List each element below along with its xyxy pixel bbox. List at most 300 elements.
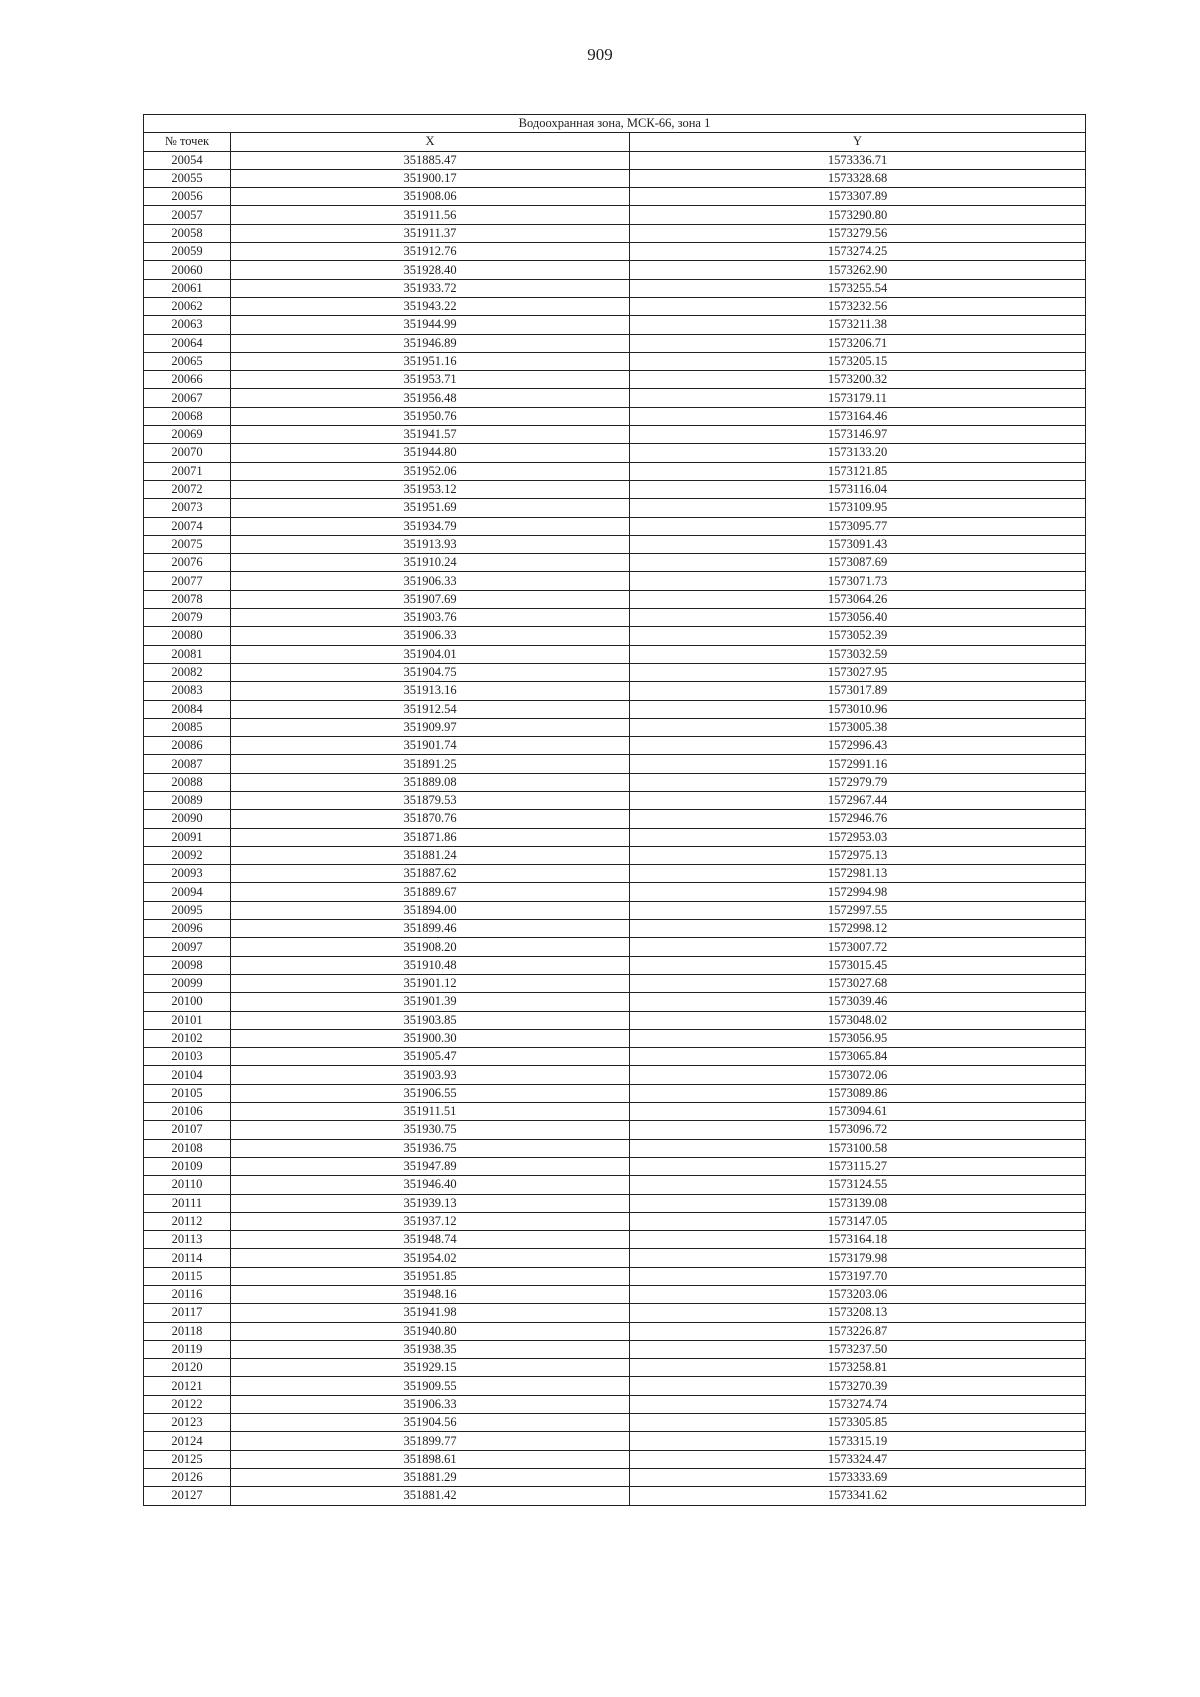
y-coordinate-cell: 1573274.25 bbox=[630, 243, 1086, 261]
table-row bbox=[144, 1066, 1086, 1084]
table-row bbox=[144, 517, 1086, 535]
point-number-cell: 20074 bbox=[144, 517, 231, 535]
coordinates-table bbox=[143, 114, 1086, 1506]
table-row bbox=[144, 1029, 1086, 1047]
y-coordinate-cell: 1572979.79 bbox=[630, 773, 1086, 791]
y-coordinate-cell: 1573179.11 bbox=[630, 389, 1086, 407]
y-coordinate-cell: 1573027.68 bbox=[630, 974, 1086, 992]
x-coordinate-cell: 351904.56 bbox=[231, 1414, 630, 1432]
table-row bbox=[144, 1011, 1086, 1029]
x-coordinate-cell: 351901.12 bbox=[231, 974, 630, 992]
point-number-cell: 20095 bbox=[144, 901, 231, 919]
point-number-cell: 20083 bbox=[144, 682, 231, 700]
table-row bbox=[144, 1103, 1086, 1121]
table-row bbox=[144, 901, 1086, 919]
x-coordinate-cell: 351938.35 bbox=[231, 1340, 630, 1358]
point-number-cell: 20091 bbox=[144, 828, 231, 846]
point-number-cell: 20114 bbox=[144, 1249, 231, 1267]
table-row bbox=[144, 1340, 1086, 1358]
y-coordinate-cell: 1573139.08 bbox=[630, 1194, 1086, 1212]
point-number-cell: 20108 bbox=[144, 1139, 231, 1157]
point-number-cell: 20077 bbox=[144, 572, 231, 590]
y-coordinate-cell: 1573307.89 bbox=[630, 188, 1086, 206]
point-number-cell: 20121 bbox=[144, 1377, 231, 1395]
point-number-cell: 20097 bbox=[144, 938, 231, 956]
x-coordinate-cell: 351903.76 bbox=[231, 609, 630, 627]
x-coordinate-cell: 351953.71 bbox=[231, 371, 630, 389]
x-coordinate-cell: 351903.93 bbox=[231, 1066, 630, 1084]
y-coordinate-cell: 1573315.19 bbox=[630, 1432, 1086, 1450]
table-row bbox=[144, 1157, 1086, 1175]
x-coordinate-cell: 351901.39 bbox=[231, 993, 630, 1011]
point-number-cell: 20061 bbox=[144, 279, 231, 297]
point-number-cell: 20087 bbox=[144, 755, 231, 773]
x-coordinate-cell: 351950.76 bbox=[231, 407, 630, 425]
table-row bbox=[144, 846, 1086, 864]
point-number-cell: 20118 bbox=[144, 1322, 231, 1340]
point-number-cell: 20082 bbox=[144, 663, 231, 681]
y-coordinate-cell: 1573133.20 bbox=[630, 444, 1086, 462]
table-row bbox=[144, 1084, 1086, 1102]
y-coordinate-cell: 1573005.38 bbox=[630, 718, 1086, 736]
point-number-cell: 20111 bbox=[144, 1194, 231, 1212]
x-coordinate-cell: 351941.57 bbox=[231, 426, 630, 444]
table-row bbox=[144, 462, 1086, 480]
y-coordinate-cell: 1573305.85 bbox=[630, 1414, 1086, 1432]
y-coordinate-cell: 1573197.70 bbox=[630, 1267, 1086, 1285]
x-coordinate-cell: 351944.80 bbox=[231, 444, 630, 462]
x-coordinate-cell: 351947.89 bbox=[231, 1157, 630, 1175]
x-coordinate-cell: 351941.98 bbox=[231, 1304, 630, 1322]
point-number-cell: 20076 bbox=[144, 554, 231, 572]
x-coordinate-cell: 351951.69 bbox=[231, 499, 630, 517]
y-coordinate-cell: 1573116.04 bbox=[630, 480, 1086, 498]
table-row bbox=[144, 371, 1086, 389]
x-coordinate-cell: 351909.55 bbox=[231, 1377, 630, 1395]
table-row bbox=[144, 1487, 1086, 1505]
y-coordinate-cell: 1573056.40 bbox=[630, 609, 1086, 627]
point-number-cell: 20100 bbox=[144, 993, 231, 1011]
x-coordinate-cell: 351911.37 bbox=[231, 224, 630, 242]
point-number-cell: 20119 bbox=[144, 1340, 231, 1358]
y-coordinate-cell: 1573164.46 bbox=[630, 407, 1086, 425]
table-row bbox=[144, 499, 1086, 517]
point-number-cell: 20075 bbox=[144, 535, 231, 553]
table-row bbox=[144, 865, 1086, 883]
table-row bbox=[144, 1414, 1086, 1432]
point-number-cell: 20112 bbox=[144, 1212, 231, 1230]
point-number-cell: 20070 bbox=[144, 444, 231, 462]
column-header-point-number: № точек bbox=[144, 133, 231, 151]
y-coordinate-cell: 1573147.05 bbox=[630, 1212, 1086, 1230]
y-coordinate-cell: 1573146.97 bbox=[630, 426, 1086, 444]
point-number-cell: 20068 bbox=[144, 407, 231, 425]
point-number-cell: 20109 bbox=[144, 1157, 231, 1175]
y-coordinate-cell: 1572981.13 bbox=[630, 865, 1086, 883]
point-number-cell: 20062 bbox=[144, 297, 231, 315]
table-row bbox=[144, 1359, 1086, 1377]
y-coordinate-cell: 1573341.62 bbox=[630, 1487, 1086, 1505]
coordinates-table-container bbox=[143, 114, 1085, 1506]
y-coordinate-cell: 1572997.55 bbox=[630, 901, 1086, 919]
x-coordinate-cell: 351908.06 bbox=[231, 188, 630, 206]
y-coordinate-cell: 1573255.54 bbox=[630, 279, 1086, 297]
x-coordinate-cell: 351879.53 bbox=[231, 791, 630, 809]
y-coordinate-cell: 1573262.90 bbox=[630, 261, 1086, 279]
x-coordinate-cell: 351907.69 bbox=[231, 590, 630, 608]
table-row bbox=[144, 718, 1086, 736]
point-number-cell: 20054 bbox=[144, 151, 231, 169]
point-number-cell: 20092 bbox=[144, 846, 231, 864]
y-coordinate-cell: 1573205.15 bbox=[630, 352, 1086, 370]
table-row bbox=[144, 956, 1086, 974]
x-coordinate-cell: 351904.01 bbox=[231, 645, 630, 663]
table-row bbox=[144, 828, 1086, 846]
table-row bbox=[144, 279, 1086, 297]
x-coordinate-cell: 351930.75 bbox=[231, 1121, 630, 1139]
point-number-cell: 20105 bbox=[144, 1084, 231, 1102]
y-coordinate-cell: 1573270.39 bbox=[630, 1377, 1086, 1395]
point-number-cell: 20073 bbox=[144, 499, 231, 517]
x-coordinate-cell: 351900.30 bbox=[231, 1029, 630, 1047]
y-coordinate-cell: 1573027.95 bbox=[630, 663, 1086, 681]
x-coordinate-cell: 351948.74 bbox=[231, 1231, 630, 1249]
y-coordinate-cell: 1573039.46 bbox=[630, 993, 1086, 1011]
table-row bbox=[144, 188, 1086, 206]
table-row bbox=[144, 663, 1086, 681]
x-coordinate-cell: 351944.99 bbox=[231, 316, 630, 334]
table-row bbox=[144, 791, 1086, 809]
point-number-cell: 20123 bbox=[144, 1414, 231, 1432]
y-coordinate-cell: 1573017.89 bbox=[630, 682, 1086, 700]
table-row bbox=[144, 938, 1086, 956]
x-coordinate-cell: 351939.13 bbox=[231, 1194, 630, 1212]
column-header-y: Y bbox=[630, 133, 1086, 151]
point-number-cell: 20063 bbox=[144, 316, 231, 334]
x-coordinate-cell: 351928.40 bbox=[231, 261, 630, 279]
point-number-cell: 20110 bbox=[144, 1176, 231, 1194]
table-row bbox=[144, 426, 1086, 444]
table-row bbox=[144, 755, 1086, 773]
x-coordinate-cell: 351905.47 bbox=[231, 1048, 630, 1066]
table-row bbox=[144, 169, 1086, 187]
y-coordinate-cell: 1573091.43 bbox=[630, 535, 1086, 553]
y-coordinate-cell: 1573206.71 bbox=[630, 334, 1086, 352]
point-number-cell: 20064 bbox=[144, 334, 231, 352]
x-coordinate-cell: 351891.25 bbox=[231, 755, 630, 773]
point-number-cell: 20124 bbox=[144, 1432, 231, 1450]
point-number-cell: 20079 bbox=[144, 609, 231, 627]
table-row bbox=[144, 480, 1086, 498]
table-row bbox=[144, 1450, 1086, 1468]
table-row bbox=[144, 773, 1086, 791]
x-coordinate-cell: 351910.24 bbox=[231, 554, 630, 572]
table-row bbox=[144, 1139, 1086, 1157]
table-row bbox=[144, 224, 1086, 242]
y-coordinate-cell: 1572991.16 bbox=[630, 755, 1086, 773]
x-coordinate-cell: 351881.42 bbox=[231, 1487, 630, 1505]
x-coordinate-cell: 351912.76 bbox=[231, 243, 630, 261]
y-coordinate-cell: 1573007.72 bbox=[630, 938, 1086, 956]
y-coordinate-cell: 1573124.55 bbox=[630, 1176, 1086, 1194]
y-coordinate-cell: 1573208.13 bbox=[630, 1304, 1086, 1322]
point-number-cell: 20125 bbox=[144, 1450, 231, 1468]
y-coordinate-cell: 1573121.85 bbox=[630, 462, 1086, 480]
y-coordinate-cell: 1573336.71 bbox=[630, 151, 1086, 169]
table-row bbox=[144, 883, 1086, 901]
point-number-cell: 20104 bbox=[144, 1066, 231, 1084]
y-coordinate-cell: 1572975.13 bbox=[630, 846, 1086, 864]
table-body bbox=[144, 151, 1086, 1505]
point-number-cell: 20115 bbox=[144, 1267, 231, 1285]
point-number-cell: 20093 bbox=[144, 865, 231, 883]
table-row bbox=[144, 1432, 1086, 1450]
y-coordinate-cell: 1573072.06 bbox=[630, 1066, 1086, 1084]
table-row bbox=[144, 1377, 1086, 1395]
x-coordinate-cell: 351951.16 bbox=[231, 352, 630, 370]
table-row bbox=[144, 261, 1086, 279]
y-coordinate-cell: 1573065.84 bbox=[630, 1048, 1086, 1066]
y-coordinate-cell: 1573232.56 bbox=[630, 297, 1086, 315]
y-coordinate-cell: 1573056.95 bbox=[630, 1029, 1086, 1047]
x-coordinate-cell: 351903.85 bbox=[231, 1011, 630, 1029]
y-coordinate-cell: 1573211.38 bbox=[630, 316, 1086, 334]
point-number-cell: 20090 bbox=[144, 810, 231, 828]
table-row bbox=[144, 334, 1086, 352]
x-coordinate-cell: 351911.56 bbox=[231, 206, 630, 224]
y-coordinate-cell: 1573052.39 bbox=[630, 627, 1086, 645]
table-row bbox=[144, 974, 1086, 992]
x-coordinate-cell: 351936.75 bbox=[231, 1139, 630, 1157]
point-number-cell: 20126 bbox=[144, 1468, 231, 1486]
table-row bbox=[144, 1249, 1086, 1267]
point-number-cell: 20117 bbox=[144, 1304, 231, 1322]
y-coordinate-cell: 1573032.59 bbox=[630, 645, 1086, 663]
table-row bbox=[144, 352, 1086, 370]
y-coordinate-cell: 1573096.72 bbox=[630, 1121, 1086, 1139]
point-number-cell: 20116 bbox=[144, 1286, 231, 1304]
point-number-cell: 20060 bbox=[144, 261, 231, 279]
y-coordinate-cell: 1572946.76 bbox=[630, 810, 1086, 828]
point-number-cell: 20058 bbox=[144, 224, 231, 242]
x-coordinate-cell: 351906.33 bbox=[231, 572, 630, 590]
table-row bbox=[144, 243, 1086, 261]
point-number-cell: 20084 bbox=[144, 700, 231, 718]
table-row bbox=[144, 609, 1086, 627]
x-coordinate-cell: 351954.02 bbox=[231, 1249, 630, 1267]
x-coordinate-cell: 351881.24 bbox=[231, 846, 630, 864]
table-row bbox=[144, 700, 1086, 718]
table-title: Водоохранная зона, МСК-66, зона 1 bbox=[144, 115, 1086, 133]
y-coordinate-cell: 1573089.86 bbox=[630, 1084, 1086, 1102]
point-number-cell: 20102 bbox=[144, 1029, 231, 1047]
table-row bbox=[144, 993, 1086, 1011]
x-coordinate-cell: 351913.16 bbox=[231, 682, 630, 700]
table-row bbox=[144, 1322, 1086, 1340]
y-coordinate-cell: 1572994.98 bbox=[630, 883, 1086, 901]
x-coordinate-cell: 351910.48 bbox=[231, 956, 630, 974]
table-row bbox=[144, 1395, 1086, 1413]
x-coordinate-cell: 351904.75 bbox=[231, 663, 630, 681]
y-coordinate-cell: 1572953.03 bbox=[630, 828, 1086, 846]
table-row bbox=[144, 389, 1086, 407]
y-coordinate-cell: 1573179.98 bbox=[630, 1249, 1086, 1267]
y-coordinate-cell: 1573279.56 bbox=[630, 224, 1086, 242]
table-row bbox=[144, 627, 1086, 645]
point-number-cell: 20099 bbox=[144, 974, 231, 992]
table-row bbox=[144, 206, 1086, 224]
x-coordinate-cell: 351956.48 bbox=[231, 389, 630, 407]
table-row bbox=[144, 554, 1086, 572]
point-number-cell: 20089 bbox=[144, 791, 231, 809]
x-coordinate-cell: 351899.46 bbox=[231, 920, 630, 938]
table-row bbox=[144, 920, 1086, 938]
table-row bbox=[144, 1121, 1086, 1139]
x-coordinate-cell: 351940.80 bbox=[231, 1322, 630, 1340]
x-coordinate-cell: 351909.97 bbox=[231, 718, 630, 736]
x-coordinate-cell: 351906.33 bbox=[231, 1395, 630, 1413]
point-number-cell: 20088 bbox=[144, 773, 231, 791]
y-coordinate-cell: 1573290.80 bbox=[630, 206, 1086, 224]
y-coordinate-cell: 1572967.44 bbox=[630, 791, 1086, 809]
page-number: 909 bbox=[587, 45, 613, 64]
y-coordinate-cell: 1573200.32 bbox=[630, 371, 1086, 389]
point-number-cell: 20066 bbox=[144, 371, 231, 389]
y-coordinate-cell: 1573109.95 bbox=[630, 499, 1086, 517]
column-header-x: X bbox=[231, 133, 630, 151]
y-coordinate-cell: 1573237.50 bbox=[630, 1340, 1086, 1358]
table-header-row bbox=[144, 133, 1086, 151]
table-row bbox=[144, 810, 1086, 828]
table-row bbox=[144, 1286, 1086, 1304]
point-number-cell: 20056 bbox=[144, 188, 231, 206]
point-number-cell: 20071 bbox=[144, 462, 231, 480]
x-coordinate-cell: 351898.61 bbox=[231, 1450, 630, 1468]
y-coordinate-cell: 1573324.47 bbox=[630, 1450, 1086, 1468]
point-number-cell: 20103 bbox=[144, 1048, 231, 1066]
x-coordinate-cell: 351933.72 bbox=[231, 279, 630, 297]
y-coordinate-cell: 1573048.02 bbox=[630, 1011, 1086, 1029]
x-coordinate-cell: 351912.54 bbox=[231, 700, 630, 718]
point-number-cell: 20085 bbox=[144, 718, 231, 736]
x-coordinate-cell: 351948.16 bbox=[231, 1286, 630, 1304]
x-coordinate-cell: 351871.86 bbox=[231, 828, 630, 846]
table-row bbox=[144, 572, 1086, 590]
x-coordinate-cell: 351885.47 bbox=[231, 151, 630, 169]
table-row bbox=[144, 1304, 1086, 1322]
table-row bbox=[144, 1194, 1086, 1212]
table-title-row bbox=[144, 115, 1086, 133]
point-number-cell: 20094 bbox=[144, 883, 231, 901]
table-row bbox=[144, 645, 1086, 663]
table-row bbox=[144, 1231, 1086, 1249]
y-coordinate-cell: 1572998.12 bbox=[630, 920, 1086, 938]
x-coordinate-cell: 351901.74 bbox=[231, 737, 630, 755]
point-number-cell: 20122 bbox=[144, 1395, 231, 1413]
point-number-cell: 20055 bbox=[144, 169, 231, 187]
table-row bbox=[144, 535, 1086, 553]
table-row bbox=[144, 316, 1086, 334]
y-coordinate-cell: 1573333.69 bbox=[630, 1468, 1086, 1486]
x-coordinate-cell: 351870.76 bbox=[231, 810, 630, 828]
x-coordinate-cell: 351906.55 bbox=[231, 1084, 630, 1102]
point-number-cell: 20127 bbox=[144, 1487, 231, 1505]
y-coordinate-cell: 1573015.45 bbox=[630, 956, 1086, 974]
point-number-cell: 20072 bbox=[144, 480, 231, 498]
y-coordinate-cell: 1573115.27 bbox=[630, 1157, 1086, 1175]
point-number-cell: 20096 bbox=[144, 920, 231, 938]
table-row bbox=[144, 297, 1086, 315]
y-coordinate-cell: 1573226.87 bbox=[630, 1322, 1086, 1340]
point-number-cell: 20057 bbox=[144, 206, 231, 224]
x-coordinate-cell: 351911.51 bbox=[231, 1103, 630, 1121]
x-coordinate-cell: 351889.08 bbox=[231, 773, 630, 791]
x-coordinate-cell: 351900.17 bbox=[231, 169, 630, 187]
table-row bbox=[144, 737, 1086, 755]
y-coordinate-cell: 1573095.77 bbox=[630, 517, 1086, 535]
y-coordinate-cell: 1573164.18 bbox=[630, 1231, 1086, 1249]
y-coordinate-cell: 1573087.69 bbox=[630, 554, 1086, 572]
point-number-cell: 20113 bbox=[144, 1231, 231, 1249]
x-coordinate-cell: 351951.85 bbox=[231, 1267, 630, 1285]
y-coordinate-cell: 1573274.74 bbox=[630, 1395, 1086, 1413]
x-coordinate-cell: 351929.15 bbox=[231, 1359, 630, 1377]
point-number-cell: 20098 bbox=[144, 956, 231, 974]
x-coordinate-cell: 351946.89 bbox=[231, 334, 630, 352]
table-row bbox=[144, 1212, 1086, 1230]
point-number-cell: 20081 bbox=[144, 645, 231, 663]
table-row bbox=[144, 444, 1086, 462]
x-coordinate-cell: 351889.67 bbox=[231, 883, 630, 901]
point-number-cell: 20086 bbox=[144, 737, 231, 755]
y-coordinate-cell: 1573064.26 bbox=[630, 590, 1086, 608]
y-coordinate-cell: 1573203.06 bbox=[630, 1286, 1086, 1304]
table-row bbox=[144, 151, 1086, 169]
y-coordinate-cell: 1573328.68 bbox=[630, 169, 1086, 187]
point-number-cell: 20059 bbox=[144, 243, 231, 261]
x-coordinate-cell: 351943.22 bbox=[231, 297, 630, 315]
x-coordinate-cell: 351937.12 bbox=[231, 1212, 630, 1230]
x-coordinate-cell: 351953.12 bbox=[231, 480, 630, 498]
table-row bbox=[144, 1048, 1086, 1066]
x-coordinate-cell: 351887.62 bbox=[231, 865, 630, 883]
x-coordinate-cell: 351934.79 bbox=[231, 517, 630, 535]
point-number-cell: 20101 bbox=[144, 1011, 231, 1029]
x-coordinate-cell: 351946.40 bbox=[231, 1176, 630, 1194]
x-coordinate-cell: 351899.77 bbox=[231, 1432, 630, 1450]
point-number-cell: 20067 bbox=[144, 389, 231, 407]
x-coordinate-cell: 351908.20 bbox=[231, 938, 630, 956]
y-coordinate-cell: 1572996.43 bbox=[630, 737, 1086, 755]
point-number-cell: 20107 bbox=[144, 1121, 231, 1139]
y-coordinate-cell: 1573010.96 bbox=[630, 700, 1086, 718]
table-row bbox=[144, 407, 1086, 425]
y-coordinate-cell: 1573071.73 bbox=[630, 572, 1086, 590]
x-coordinate-cell: 351913.93 bbox=[231, 535, 630, 553]
point-number-cell: 20106 bbox=[144, 1103, 231, 1121]
table-row bbox=[144, 1267, 1086, 1285]
table-row bbox=[144, 1468, 1086, 1486]
x-coordinate-cell: 351952.06 bbox=[231, 462, 630, 480]
table-row bbox=[144, 590, 1086, 608]
point-number-cell: 20078 bbox=[144, 590, 231, 608]
point-number-cell: 20065 bbox=[144, 352, 231, 370]
y-coordinate-cell: 1573258.81 bbox=[630, 1359, 1086, 1377]
y-coordinate-cell: 1573100.58 bbox=[630, 1139, 1086, 1157]
table-row bbox=[144, 682, 1086, 700]
point-number-cell: 20069 bbox=[144, 426, 231, 444]
x-coordinate-cell: 351894.00 bbox=[231, 901, 630, 919]
